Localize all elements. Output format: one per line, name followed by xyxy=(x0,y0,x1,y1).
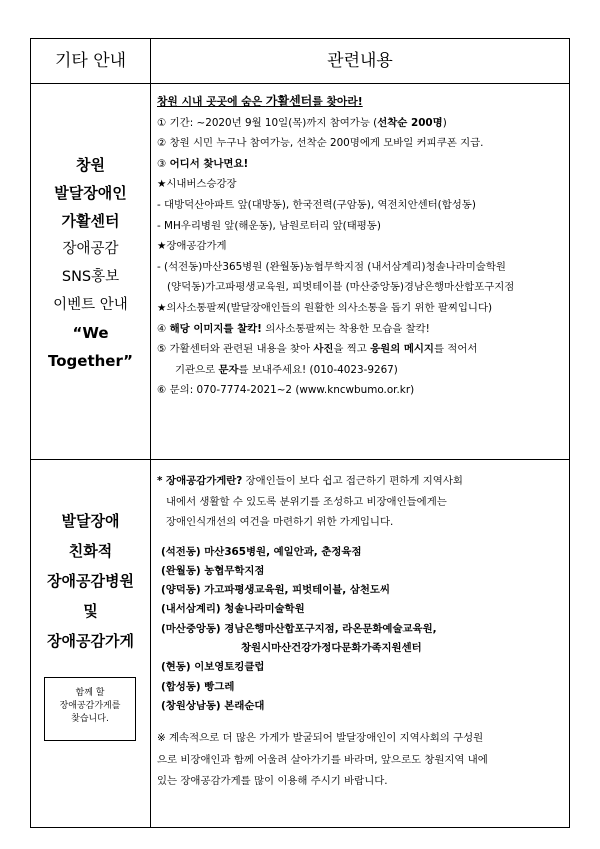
header-related-content: 관련내용 xyxy=(327,51,393,71)
row2-label xyxy=(31,509,150,653)
list-item: (완월동) 농협무학지점 xyxy=(161,564,265,577)
event-eligibility: ② 창원 시민 누구나 참여가능, 선착순 200명에게 모바일 커피쿠폰 지급. xyxy=(157,137,484,150)
shops-section xyxy=(157,471,563,793)
row2-label-line: 장애공감병원 xyxy=(47,572,134,590)
row-divider xyxy=(31,459,569,460)
shops-intro: * 장애공감가게란? 장애인들이 보다 쉽고 접근하기 편하게 지역사회 내에서 생활할 수 있도록 분위기를 조성하고 비장애인들에게는 장애인식개선의 여건을 마련하기 위한 가게입니다. xyxy=(157,471,563,533)
row2-label-line: 발달장애 xyxy=(61,512,120,530)
row1-label xyxy=(31,153,150,373)
header-other-info: 기타 안내 xyxy=(54,51,127,71)
shop-list: (양덕동)가고파평생교육원, 피벗테이블 (마산중앙동)경남은행마산합포구지점 xyxy=(167,281,515,294)
row2-label-line: 및 xyxy=(83,602,98,620)
info-table xyxy=(30,38,570,828)
shops-list xyxy=(157,543,563,717)
bus-stop-list: - MH우리병원 앞(해운동), 남원로터리 앞(태평동) xyxy=(157,219,381,232)
row1-label-line: SNS홍보 xyxy=(61,269,120,285)
shop-heading: ★장애공감가게 xyxy=(157,240,227,253)
list-item: (석전동) 마산365병원, 예일안과, 춘정육점 xyxy=(161,545,362,558)
list-item: (합성동) 빵그레 xyxy=(161,680,235,693)
row2-label-line: 장애공감가게 xyxy=(47,632,134,650)
row1-label-line: Together” xyxy=(47,352,133,370)
bracelet-note: ★의사소통팔찌(발달장애인들의 원활한 의사소통을 돕기 위한 팔찌입니다) xyxy=(157,301,493,314)
event-where-heading: ③ 어디서 찾나면요! xyxy=(157,157,249,170)
list-item: (현동) 이보영토킹클럽 xyxy=(161,661,265,674)
row2-label-line: 친화적 xyxy=(68,542,113,560)
list-item: (마산중앙동) 경남은행마산합포구지점, 라온문화예술교육원, xyxy=(161,622,437,635)
event-title: 창원 시내 곳곳에 숨은 가활센터를 찾아라! xyxy=(157,94,363,108)
list-item: (양덕동) 가고파평생교육원, 피벗테이블, 삼천도씨 xyxy=(161,584,391,597)
event-photo-step: ④ 해당 이미지를 찰칵! 의사소통팔찌는 착용한 모습을 찰칵! xyxy=(157,322,430,335)
closing-line: ※ 계속적으로 더 많은 가게가 발굴되어 발달장애인이 지역사회의 구성원 xyxy=(157,732,484,745)
row1-label-line: 창원 xyxy=(76,156,105,174)
shop-list: - (석전동)마산365병원 (완월동)농협무학지점 (내서삼계리)청솔나라미술학원 xyxy=(157,260,506,273)
row1-label-line: “We xyxy=(72,324,109,342)
shops-intro-line: 장애인식개선의 여건을 마련하기 위한 가게입니다. xyxy=(166,516,394,528)
shops-intro-heading: * 장애공감가게란? xyxy=(157,475,243,487)
note-line: 장애공감가게를 xyxy=(59,701,121,711)
event-details xyxy=(157,91,563,401)
row1-label-line: 이벤트 안내 xyxy=(53,297,128,313)
note-line: 함께 할 xyxy=(75,688,105,698)
find-shops-note-box xyxy=(44,677,136,741)
event-message-step: ⑤ 가활센터와 관련된 내용을 찾아 사진을 찍고 응원의 메시지를 적어서 xyxy=(157,343,478,356)
closing-line: 으로 비장애인과 함께 어울려 살아가기를 바라며, 앞으로도 창원지역 내에 xyxy=(157,753,488,766)
header-divider xyxy=(31,83,569,84)
website-link[interactable]: www.kncwbumo.or.kr xyxy=(299,384,411,397)
closing-line: 있는 장애공감가게를 많이 이용해 주시기 바랍니다. xyxy=(157,775,388,788)
event-period: ① 기간: ~2020년 9월 10일(목)까지 참여가능 (선착순 200명) xyxy=(157,116,447,129)
list-item: (창원상남동) 본래순대 xyxy=(161,699,265,712)
list-item: 창원시마산건강가정다문화가족지원센터 xyxy=(241,641,422,654)
list-item: (내서삼계리) 청솔나라미술학원 xyxy=(161,603,305,616)
column-divider xyxy=(150,39,151,827)
shops-intro-line: 내에서 생활할 수 있도록 분위기를 조성하고 비장애인들에게는 xyxy=(166,495,447,508)
bus-stop-heading: ★시내버스승강장 xyxy=(157,178,237,191)
row1-label-line: 가활센터 xyxy=(61,212,120,230)
event-message-step-cont: 기관으로 문자를 보내주세요! (010-4023-9267) xyxy=(175,363,398,376)
event-contact: ⑥ 문의: 070-7774-2021~2 (www.kncwbumo.or.kr) xyxy=(157,384,415,397)
closing-note xyxy=(157,728,563,793)
row1-label-line: 장애공감 xyxy=(62,241,119,257)
note-line: 찾습니다. xyxy=(71,714,109,724)
row1-label-line: 발달장애인 xyxy=(54,184,127,202)
bus-stop-list: - 대방덕산아파트 앞(대방동), 한국전력(구암동), 역전치안센터(합성동) xyxy=(157,198,476,211)
